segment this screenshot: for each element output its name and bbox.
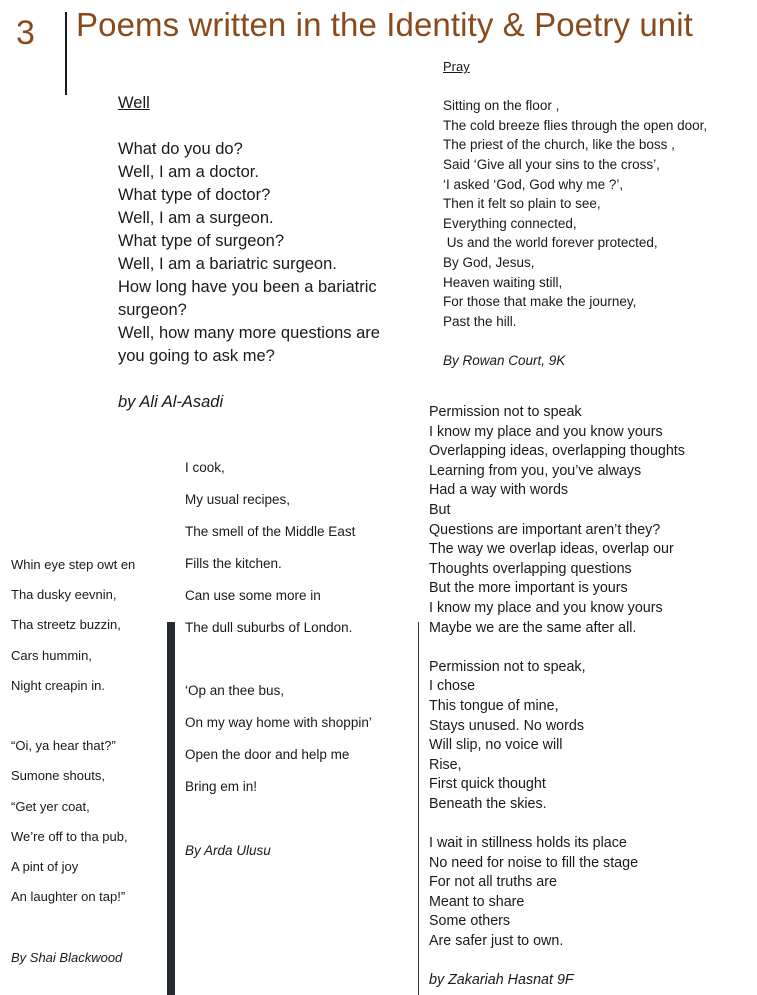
poem-line: I cook, xyxy=(185,460,225,475)
poem-line: What type of surgeon? xyxy=(118,232,285,250)
poem-line: The way we overlap ideas, overlap our xyxy=(429,541,674,558)
poem-line: Maybe we are the same after all. xyxy=(429,619,637,636)
poem-line: Sitting on the floor , xyxy=(443,98,560,114)
poem-line: Heaven waiting still, xyxy=(443,274,563,290)
poem-line: Then it felt so plain to see, xyxy=(443,196,601,212)
poem-line: Had a way with words xyxy=(429,482,569,499)
poem-line: “Oi, ya hear that?” xyxy=(11,738,116,754)
poem-line: Said ‘Give all your sins to the cross’, xyxy=(443,156,660,172)
poem-line: By God, Jesus, xyxy=(443,254,535,270)
poem-title: Pray xyxy=(443,59,470,74)
poem-body xyxy=(443,96,753,331)
poem-pray xyxy=(443,57,753,371)
poem-well xyxy=(118,92,408,414)
poem-line: Sumone shouts, xyxy=(11,768,105,784)
poem-stanza xyxy=(185,452,415,643)
poem-title: Well xyxy=(118,94,150,112)
poem-stanza xyxy=(429,403,749,638)
poem-line: This tongue of mine, xyxy=(429,697,559,714)
poem-line: Questions are important aren’t they? xyxy=(429,521,661,538)
poem-line: First quick thought xyxy=(429,776,546,793)
poem-line: Fills the kitchen. xyxy=(185,555,282,571)
page-number: 3 xyxy=(16,14,35,52)
poem-line: How long have you been a bariatric xyxy=(118,278,377,296)
poem-author: By Arda Ulusu xyxy=(185,842,271,858)
poem-line: I chose xyxy=(429,678,476,695)
poem-line: Beneath the skies. xyxy=(429,795,547,812)
poem-stanza xyxy=(185,675,415,803)
poem-line: surgeon? xyxy=(118,301,187,319)
poem-author: By Rowan Court, 9K xyxy=(443,352,566,368)
poem-line: The smell of the Middle East xyxy=(185,523,356,539)
poem-author: By Shai Blackwood xyxy=(11,949,123,965)
poem-line: Well, I am a bariatric surgeon. xyxy=(118,255,337,273)
poem-line: you going to ask me? xyxy=(118,347,275,365)
poem-line: Will slip, no voice will xyxy=(429,737,563,754)
poem-line: Meant to share xyxy=(429,893,525,910)
poem-line: ‘Op an thee bus, xyxy=(185,683,285,699)
poem-line: I wait in stillness holds its place xyxy=(429,835,627,852)
column-divider-thick xyxy=(167,622,175,995)
poem-arda xyxy=(185,452,415,867)
poem-line: But xyxy=(429,501,451,518)
poem-line: Cars hummin, xyxy=(11,647,92,663)
poem-line: The cold breeze flies through the open door, xyxy=(443,117,708,133)
poem-line: Bring em in! xyxy=(185,779,258,795)
poem-line: Permission not to speak xyxy=(429,404,582,420)
poem-shai xyxy=(11,550,171,973)
poem-line: Are safer just to own. xyxy=(429,933,564,950)
poem-line: Learning from you, you’ve always xyxy=(429,462,642,479)
poem-line: Night creapin in. xyxy=(11,677,105,693)
poem-line: An laughter on tap!” xyxy=(11,889,126,905)
poem-line: Tha streetz buzzin, xyxy=(11,617,121,633)
poem-line: Some others xyxy=(429,913,511,930)
poem-line: ‘I asked ‘God, God why me ?’, xyxy=(443,176,624,192)
poem-line: For those that make the journey, xyxy=(443,294,637,310)
poem-line: My usual recipes, xyxy=(185,491,291,507)
poem-line: Whin eye step owt en xyxy=(11,557,136,572)
poem-line: Us and the world forever protected, xyxy=(443,235,658,251)
poem-line: Past the hill. xyxy=(443,313,517,329)
poem-line: Can use some more in xyxy=(185,587,321,603)
poem-line: A pint of joy xyxy=(11,859,79,875)
poem-author: by Zakariah Hasnat 9F xyxy=(429,972,574,989)
poem-line: Stays unused. No words xyxy=(429,717,584,734)
title-divider xyxy=(65,12,67,95)
poem-author: by Ali Al-Asadi xyxy=(118,393,224,411)
poem-stanza xyxy=(11,550,171,701)
poem-line: What do you do? xyxy=(118,140,243,158)
poem-stanza xyxy=(11,731,171,912)
poem-line: I know my place and you know yours xyxy=(429,423,663,440)
poem-line: We’re off to tha pub, xyxy=(11,828,128,844)
poem-line: Tha dusky eevnin, xyxy=(11,587,117,603)
poem-line: Overlapping ideas, overlapping thoughts xyxy=(429,443,685,460)
poem-stanza xyxy=(429,658,749,815)
poem-body xyxy=(118,138,408,368)
poem-line: Well, I am a doctor. xyxy=(118,163,259,181)
poem-line: The dull suburbs of London. xyxy=(185,619,353,635)
poem-line: Well, I am a surgeon. xyxy=(118,209,274,227)
column-divider-thin xyxy=(418,622,419,995)
poem-line: What type of doctor? xyxy=(118,186,271,204)
poem-line: Everything connected, xyxy=(443,215,577,231)
poem-line: Permission not to speak, xyxy=(429,658,586,675)
page-title: Poems written in the Identity & Poetry unit xyxy=(76,6,693,43)
poem-line: Open the door and help me xyxy=(185,747,350,763)
poem-line: I know my place and you know yours xyxy=(429,599,663,616)
poem-line: But the more important is yours xyxy=(429,580,628,597)
poem-line: Well, how many more questions are xyxy=(118,324,380,342)
poem-line: Thoughts overlapping questions xyxy=(429,560,632,577)
poem-line: “Get yer coat, xyxy=(11,798,90,814)
poem-line: For not all truths are xyxy=(429,874,557,891)
poem-line: Rise, xyxy=(429,756,462,773)
poem-line: The priest of the church, like the boss , xyxy=(443,137,675,153)
poem-line: On my way home with shoppin’ xyxy=(185,715,372,731)
poem-permission xyxy=(429,403,749,991)
poem-line: No need for noise to fill the stage xyxy=(429,854,639,871)
poem-stanza xyxy=(429,834,749,952)
